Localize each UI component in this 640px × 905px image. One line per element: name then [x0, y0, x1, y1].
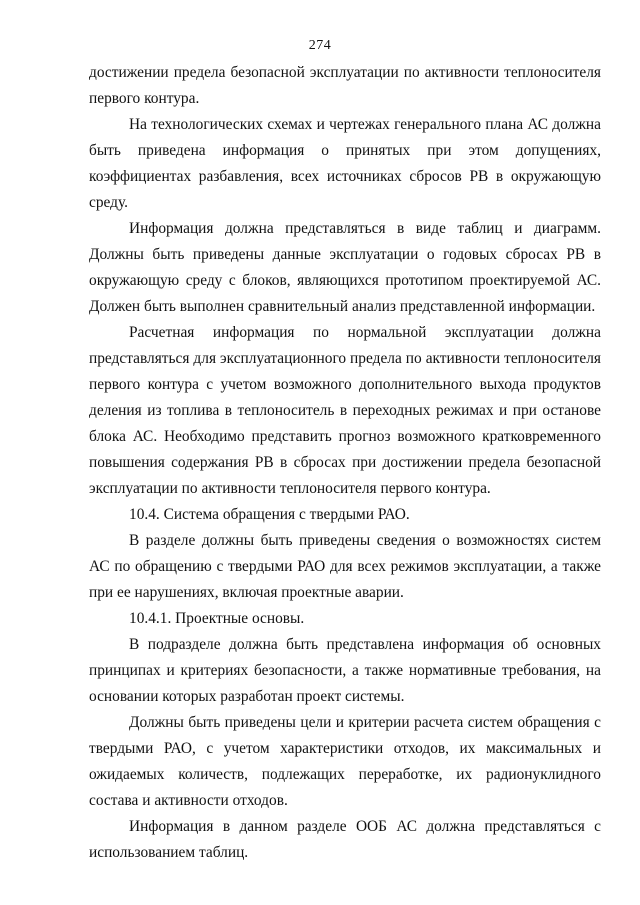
document-body: [89, 60, 601, 866]
paragraph-continuation: достижении предела безопасной эксплуатации по активности теплоносителя первого контура.: [89, 64, 601, 107]
paragraph-technological-schemes: На технологических схемах и чертежах генерального плана АС должна быть приведена информация о принятых при этом допущениях, коэффициентах разбавления, всех источниках сбросов РВ в окружающую среду.: [89, 116, 601, 211]
paragraph-section-info: В разделе должны быть приведены сведения о возможностях систем АС по обращению с твердыми РАО для всех режимов эксплуатации, а также при ее нарушениях, включая проектные аварии.: [89, 532, 601, 601]
section-heading-10-4-1: 10.4.1. Проектные основы.: [129, 610, 305, 627]
paragraph-tables-and-diagrams: Информация должна представляться в виде таблиц и диаграмм. Должны быть приведены данные эксплуатации о годовых сбросах РВ в окружающую среду с блоков, являющихся прототипом проектируемой АС. Должен быть выполнен сравнительный анализ представленной информации.: [89, 220, 601, 315]
paragraph-goals-and-criteria: Должны быть приведены цели и критерии расчета систем обращения с твердыми РАО, с учетом характеристики отходов, их максимальных и ожидаемых количеств, подлежащих переработке, их радионуклидного состава и активности отходов.: [89, 714, 601, 809]
section-heading-10-4: 10.4. Система обращения с твердыми РАО.: [129, 506, 410, 523]
paragraph-tables-usage: Информация в данном разделе ООБ АС должна представляться с использованием таблиц.: [89, 818, 601, 861]
paragraph-subsection-info: В подразделе должна быть представлена информация об основных принципах и критериях безопасности, а также нормативные требования, на основании которых разработан проект системы.: [89, 636, 601, 705]
paragraph-calculated-information: Расчетная информация по нормальной эксплуатации должна представляться для эксплуатационного предела по активности теплоносителя первого контура с учетом возможного дополнительного выхода продуктов деления из топлива в теплоноситель в переходных режимах и при останове блока АС. Необходимо представить прогноз возможного кратковременного повышения содержания РВ в сбросах при достижении предела безопасной эксплуатации по активности теплоносителя первого контура.: [89, 324, 601, 497]
page-number: 274: [308, 38, 332, 53]
